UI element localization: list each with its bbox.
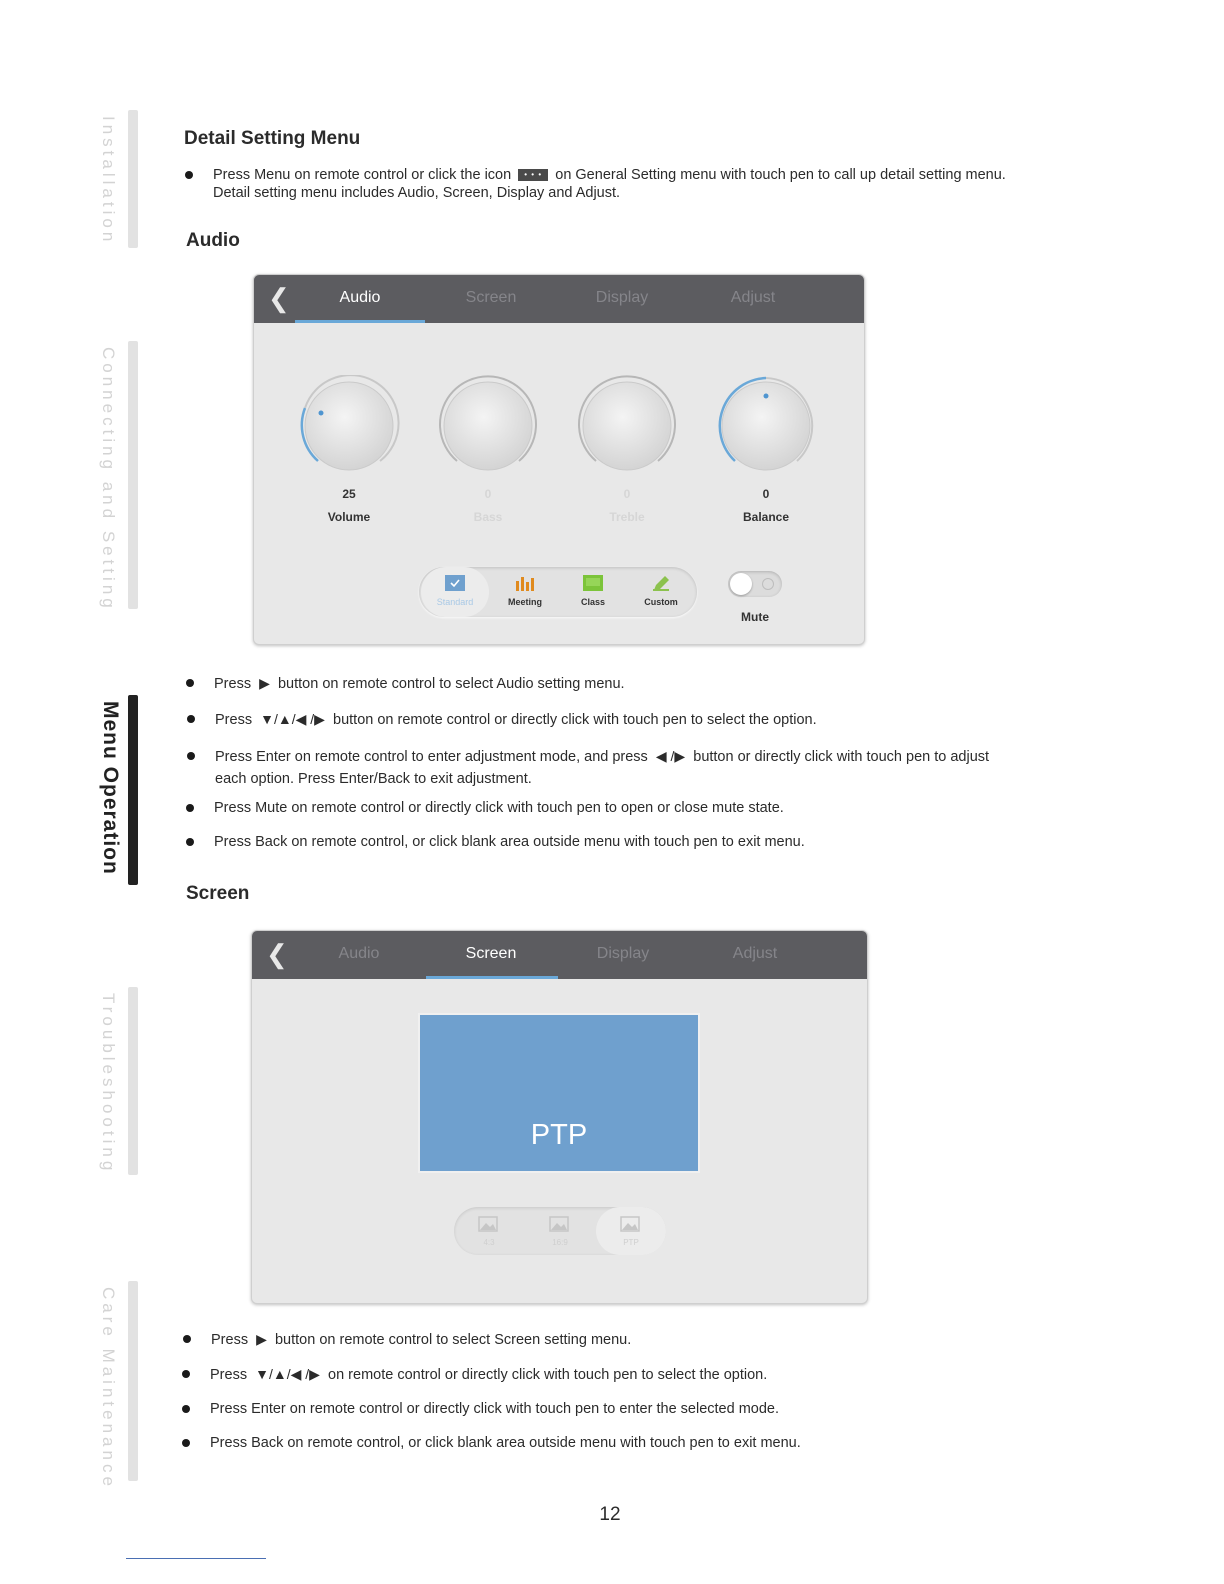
bullet-text: Press Back on remote control, or click blank area outside menu with touch pen to exit menu. [214,834,805,850]
bullet-text: Press [214,676,252,692]
side-tab-installation[interactable] [98,110,140,248]
side-tab-label: Menu Operation [99,701,122,875]
bullet-dot [182,1405,190,1413]
bullet-dot [187,752,195,760]
page-number: 12 [599,1504,621,1525]
back-chevron-icon[interactable]: ❮ [268,283,290,313]
bullet-dot [186,679,194,687]
balance-knob[interactable] [715,375,817,477]
mode-class[interactable] [559,567,627,617]
side-tab-bar [128,1281,138,1481]
bullet-dot [182,1370,190,1378]
bullet-dot [182,1439,190,1447]
detail-bullet [213,166,1113,202]
audio-bullet-5 [214,833,805,851]
aspect-4-3[interactable] [454,1207,524,1255]
bullet-dot [187,715,195,723]
side-tab-bar [128,341,138,609]
treble-value: 0 [623,487,631,501]
detail-setting-heading: Detail Setting Menu [184,128,361,149]
bass-label: Bass [473,510,503,524]
mode-label: Meeting [507,597,542,607]
aspect-ptp[interactable] [596,1207,666,1255]
side-tab-bar [128,695,138,885]
bullet-dot [183,1335,191,1343]
side-tab-bar [128,110,138,248]
mode-label: Class [580,597,606,607]
screen-bullet-4 [210,1434,801,1452]
screen-bullet-3 [210,1400,779,1418]
bullet-text: Press [211,1332,249,1348]
tab-adjust[interactable]: Adjust [730,289,776,306]
mode-label: Custom [644,597,678,607]
side-tab-label: Troubleshooting [99,993,118,1175]
side-tab-care-maintenance[interactable] [98,1281,140,1490]
aspect-ratio-selector [454,1207,666,1255]
side-tab-bar [128,987,138,1175]
tab-audio[interactable]: Audio [339,289,381,306]
side-tab-label: Connecting and Setting [99,347,118,612]
audio-bullet-3 [215,745,989,790]
right-arrow-icon: ▶ [256,1331,267,1347]
toggle-knob [730,573,752,595]
detail-text-line2: Detail setting menu includes Audio, Screen, Display and Adjust. [213,185,621,201]
tab-adjust[interactable]: Adjust [732,945,778,962]
treble-knob[interactable] [576,375,678,477]
side-tab-menu-operation[interactable] [98,695,140,885]
tab-screen[interactable]: Screen [465,289,517,306]
toggle-off-icon [762,578,774,590]
audio-bullet-2 [215,710,817,729]
bullet-text: Press Mute on remote control or directly click with touch pen to open or close mute state. [214,800,784,816]
class-icon [583,575,603,591]
bullet-text: Press Back on remote control, or click blank area outside menu with touch pen to exit menu. [210,1435,801,1451]
right-arrow-icon: ▶ [259,675,270,691]
tab-screen[interactable]: Screen [465,945,517,962]
side-tab-troubleshooting[interactable] [98,987,140,1175]
direction-arrows-icon: ▼/▲/◀ /▶ [255,1366,320,1382]
footer-divider [126,1558,266,1559]
volume-label: Volume [327,510,371,524]
audio-bullet-4 [214,799,784,817]
picture-icon [549,1216,569,1232]
direction-arrows-icon: ▼/▲/◀ /▶ [260,711,325,727]
picture-icon [620,1216,640,1232]
volume-value: 25 [342,487,356,501]
aspect-label: 4:3 [483,1238,495,1247]
left-right-arrows-icon: ◀ /▶ [655,748,686,764]
active-tab-indicator [426,976,558,979]
mode-label: Standard [436,597,474,607]
tab-display[interactable]: Display [595,289,649,306]
mute-label: Mute [741,610,769,624]
meeting-icon [515,575,535,591]
bullet-dot [185,171,193,179]
bullet-text: button on remote control to select Screen setting menu. [274,1332,632,1348]
active-tab-indicator [295,320,425,323]
mode-standard[interactable] [421,567,489,617]
preview-label: PTP [530,1119,588,1151]
balance-label: Balance [742,510,790,524]
screen-bullet-1 [211,1330,631,1349]
bass-knob[interactable] [437,375,539,477]
mode-meeting[interactable] [491,567,559,617]
menu-icon: • • • [518,169,548,181]
tab-display[interactable]: Display [596,945,650,962]
volume-knob[interactable] [298,375,400,477]
screen-bullet-2 [210,1365,767,1384]
detail-text-after-icon: on General Setting menu with touch pen to call up detail setting menu. [555,167,1006,183]
picture-icon [478,1216,498,1232]
bullet-text: Press [210,1367,248,1383]
treble-label: Treble [609,510,645,524]
screen-menu-panel [251,930,868,1304]
aspect-label: 16:9 [552,1238,568,1247]
bullet-text: button on remote control to select Audio setting menu. [277,676,625,692]
standard-icon [445,575,465,591]
custom-pencil-icon [651,575,671,591]
panel-header [252,931,867,979]
balance-value: 0 [762,487,770,501]
aspect-16-9[interactable] [525,1207,595,1255]
tab-audio[interactable]: Audio [338,945,380,962]
back-chevron-icon[interactable]: ❮ [266,939,288,969]
mode-custom[interactable] [627,567,695,617]
bullet-text: Press Enter on remote control to enter adjustment mode, and press [215,749,648,765]
detail-text-before-icon: Press Menu on remote control or click the icon [213,167,512,183]
bass-value: 0 [484,487,492,501]
audio-menu-panel [253,274,865,645]
bullet-text: Press [215,712,253,728]
bullet-dot [186,804,194,812]
aspect-label: PTP [623,1238,639,1247]
panel-header [254,275,864,323]
mute-toggle[interactable] [728,571,782,597]
bullet-text: each option. Press Enter/Back to exit adjustment. [215,771,532,787]
bullet-text: Press Enter on remote control or directly click with touch pen to enter the selected mode. [210,1401,779,1417]
bullet-text: button or directly click with touch pen to adjust [693,749,990,765]
bullet-dot [186,838,194,846]
side-tab-connecting[interactable] [98,341,140,612]
side-tab-label: Installation [99,116,118,246]
screen-heading: Screen [186,883,250,904]
bullet-text: on remote control or directly click with touch pen to select the option. [328,1367,768,1383]
screen-preview [418,1013,700,1173]
audio-heading: Audio [186,230,240,251]
sound-mode-selector [419,567,697,617]
bullet-text: button on remote control or directly click with touch pen to select the option. [333,712,817,728]
side-tab-label: Care Maintenance [99,1287,118,1490]
audio-bullet-1 [214,674,625,693]
